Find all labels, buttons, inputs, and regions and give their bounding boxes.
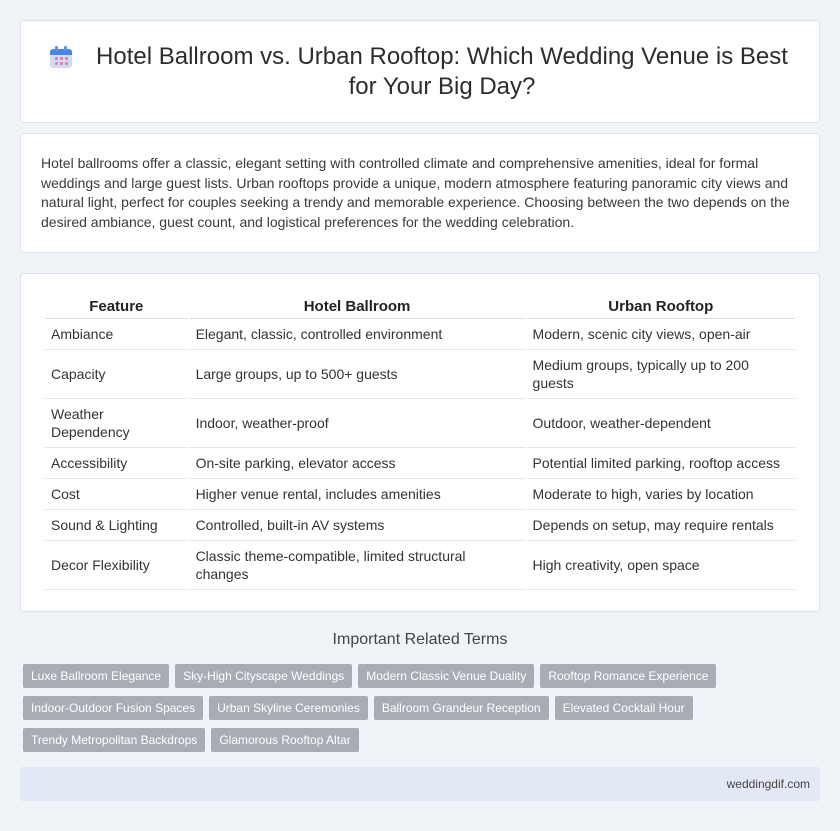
- table-cell: Medium groups, typically up to 200 guests: [527, 350, 795, 399]
- table-cell: Outdoor, weather-dependent: [527, 399, 795, 448]
- comparison-table: [43, 294, 797, 590]
- term-tag[interactable]: Trendy Metropolitan Backdrops: [23, 728, 205, 752]
- title-card: [20, 20, 820, 123]
- footer: [20, 767, 820, 801]
- table-cell: Accessibility: [45, 448, 188, 479]
- table-row: [45, 399, 795, 448]
- table-cell: Modern, scenic city views, open-air: [527, 319, 795, 350]
- table-header-row: [45, 294, 795, 319]
- table-row: [45, 319, 795, 350]
- term-tag[interactable]: Ballroom Grandeur Reception: [374, 696, 549, 720]
- table-cell: Controlled, built-in AV systems: [190, 510, 525, 541]
- header-urban-rooftop: Urban Rooftop: [527, 294, 795, 319]
- intro-paragraph: Hotel ballrooms offer a classic, elegant setting with controlled climate and comprehensive amenities, ideal for formal weddings and large guest lists. Urban rooftops provide a unique, modern atmosphere featuring panoramic city views and natural light, perfect for couples seeking a trendy and memorable experience. Choosing between the two depends on the desired ambiance, guest count, and logistical preferences for the wedding celebration.: [41, 155, 790, 230]
- table-cell: On-site parking, elevator access: [190, 448, 525, 479]
- table-cell: High creativity, open space: [527, 541, 795, 590]
- table-cell: Potential limited parking, rooftop access: [527, 448, 795, 479]
- related-terms-heading: Important Related Terms: [332, 631, 508, 648]
- page-title: Hotel Ballroom vs. Urban Rooftop: Which Wedding Venue is Best for Your Big Day?: [96, 42, 788, 100]
- table-cell: Classic theme-compatible, limited structural changes: [190, 541, 525, 590]
- table-cell: Elegant, classic, controlled environment: [190, 319, 525, 350]
- term-tag[interactable]: Luxe Ballroom Elegance: [23, 664, 169, 688]
- intro-card: [20, 133, 820, 253]
- table-cell: Capacity: [45, 350, 188, 399]
- calendar-icon: [50, 46, 72, 68]
- footer-site-name[interactable]: weddingdif.com: [726, 777, 810, 791]
- comparison-card: [20, 273, 820, 612]
- table-cell: Weather Dependency: [45, 399, 188, 448]
- table-cell: Cost: [45, 479, 188, 510]
- table-cell: Sound & Lighting: [45, 510, 188, 541]
- term-tag[interactable]: Rooftop Romance Experience: [540, 664, 716, 688]
- table-row: [45, 541, 795, 590]
- term-tag[interactable]: Glamorous Rooftop Altar: [211, 728, 358, 752]
- table-row: [45, 350, 795, 399]
- term-tag[interactable]: Urban Skyline Ceremonies: [209, 696, 368, 720]
- header-hotel-ballroom: Hotel Ballroom: [190, 294, 525, 319]
- table-cell: Decor Flexibility: [45, 541, 188, 590]
- related-terms-list: [23, 664, 823, 760]
- term-tag[interactable]: Modern Classic Venue Duality: [358, 664, 534, 688]
- table-row: [45, 510, 795, 541]
- table-cell: Moderate to high, varies by location: [527, 479, 795, 510]
- table-cell: Depends on setup, may require rentals: [527, 510, 795, 541]
- table-cell: Large groups, up to 500+ guests: [190, 350, 525, 399]
- term-tag[interactable]: Indoor-Outdoor Fusion Spaces: [23, 696, 203, 720]
- term-tag[interactable]: Sky-High Cityscape Weddings: [175, 664, 352, 688]
- header-feature: Feature: [45, 294, 188, 319]
- table-cell: Ambiance: [45, 319, 188, 350]
- table-row: [45, 448, 795, 479]
- table-row: [45, 479, 795, 510]
- table-cell: Higher venue rental, includes amenities: [190, 479, 525, 510]
- term-tag[interactable]: Elevated Cocktail Hour: [555, 696, 693, 720]
- table-cell: Indoor, weather-proof: [190, 399, 525, 448]
